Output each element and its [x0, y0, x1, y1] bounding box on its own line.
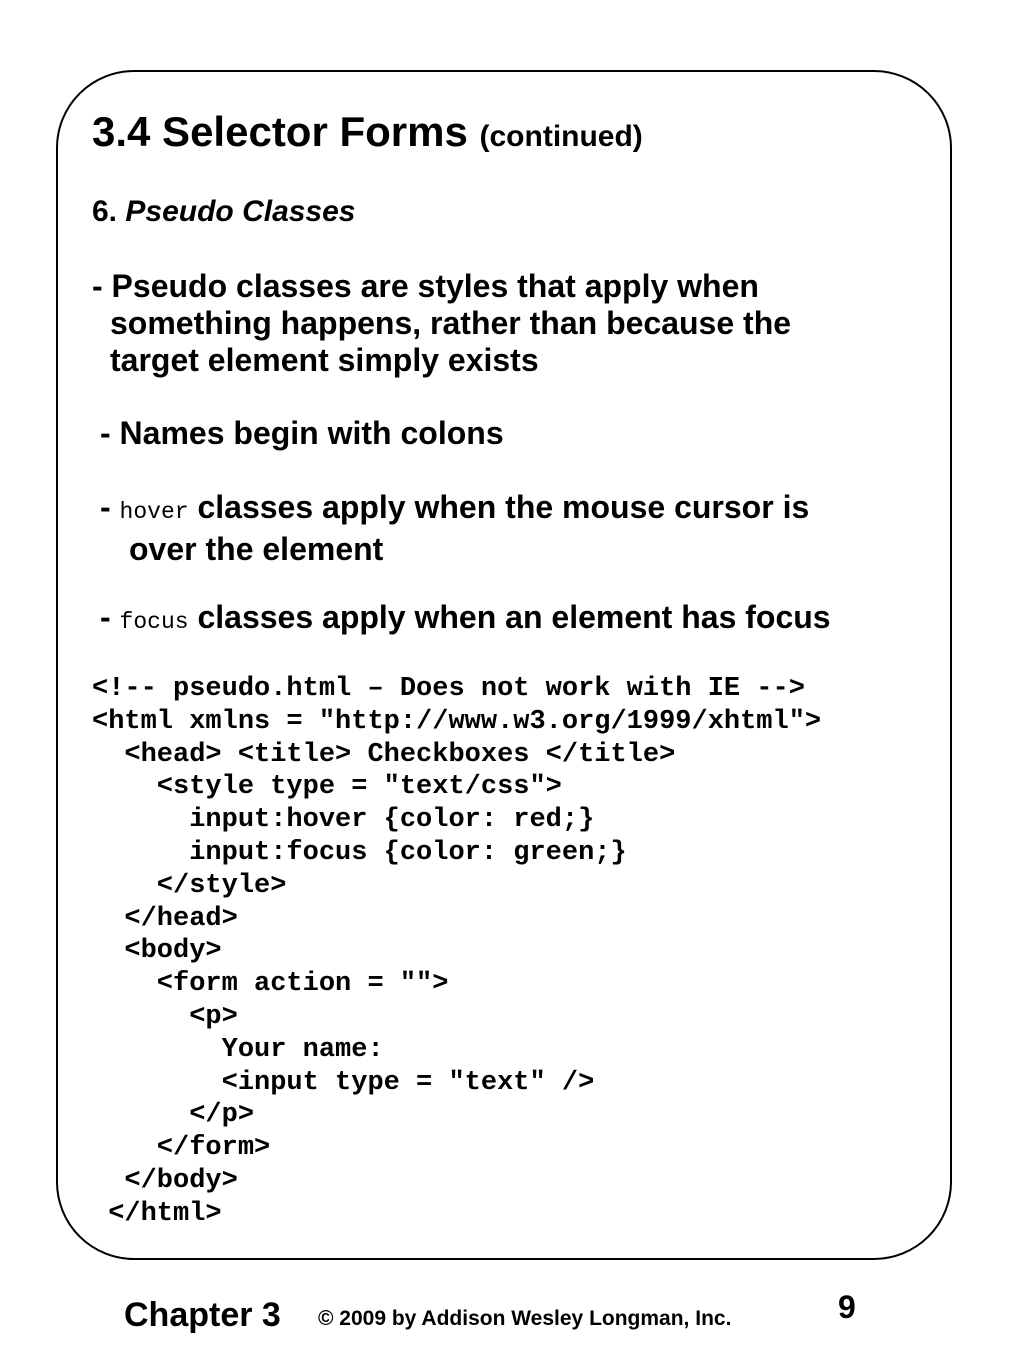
- code-line: </form>: [92, 1133, 271, 1164]
- code-line: <form action = "">: [92, 969, 449, 1000]
- title-sub: (continued): [479, 120, 643, 153]
- code-line: <p>: [92, 1001, 238, 1032]
- section-number: 6.: [92, 195, 118, 228]
- code-line: input:hover {color: red;}: [92, 805, 595, 836]
- bullet-text: classes apply when the mouse cursor is: [188, 489, 810, 525]
- code-line: <style type = "text/css">: [92, 772, 562, 803]
- bullet-pseudo-classes: [92, 268, 791, 379]
- code-line: <html xmlns = "http://www.w3.org/1999/xhtml">: [92, 706, 822, 737]
- footer-chapter: Chapter 3: [124, 1296, 281, 1334]
- section-title: Pseudo Classes: [125, 195, 356, 228]
- bullet-text: classes apply when an element has focus: [188, 599, 831, 635]
- code-line: </body>: [92, 1165, 238, 1196]
- footer-copyright: © 2009 by Addison Wesley Longman, Inc.: [318, 1307, 732, 1330]
- code-line: <input type = "text" />: [92, 1067, 595, 1098]
- bullet-line: something happens, rather than because the: [110, 305, 792, 341]
- code-listing: [92, 673, 821, 1231]
- code-line: </p>: [92, 1100, 255, 1131]
- slide-title: [92, 106, 643, 163]
- code-line: Your name:: [92, 1034, 384, 1065]
- code-line: </html>: [92, 1198, 222, 1229]
- code-line: <body>: [92, 936, 222, 967]
- bullet-dash: -: [100, 599, 120, 635]
- bullet-line: over the element: [129, 531, 384, 567]
- focus-code: focus: [119, 609, 189, 635]
- page-number: 9: [838, 1289, 856, 1325]
- bullet-line: - Pseudo classes are styles that apply when: [92, 268, 759, 304]
- code-line: </style>: [92, 870, 287, 901]
- bullet-names: - Names begin with colons: [100, 415, 504, 451]
- code-line: </head>: [92, 903, 238, 934]
- bullet-line: target element simply exists: [110, 342, 539, 378]
- code-line: <head> <title> Checkboxes </title>: [92, 739, 676, 770]
- bullet-focus: [100, 599, 831, 641]
- bullet-dash: -: [100, 489, 120, 525]
- title-main: 3.4 Selector Forms: [92, 108, 468, 155]
- code-line: input:focus {color: green;}: [92, 837, 627, 868]
- section-heading: [92, 192, 356, 232]
- hover-code: hover: [119, 499, 189, 525]
- bullet-hover: [100, 489, 809, 568]
- code-line: <!-- pseudo.html – Does not work with IE -->: [92, 674, 805, 704]
